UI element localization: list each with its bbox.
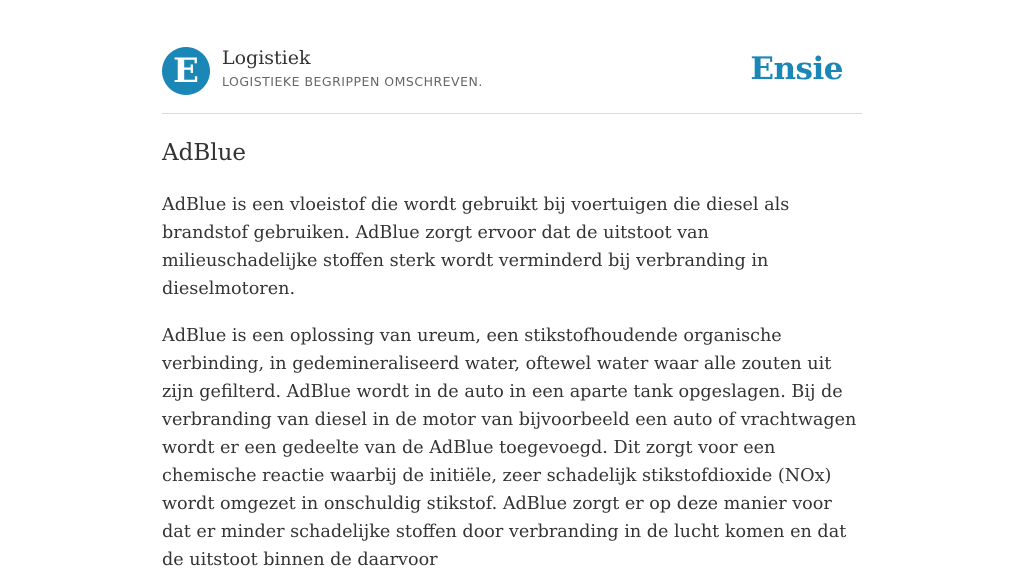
- article-paragraph: AdBlue is een vloeistof die wordt gebruikt bij voertuigen die diesel als brandstof gebruiken. AdBlue zorgt ervoor dat de uitstoot van milieuschadelijke stoffen sterk wordt verminderd bij verbranding in dieselmotoren.: [162, 195, 790, 299]
- site-logo-icon[interactable]: E: [162, 47, 210, 95]
- site-header: [162, 0, 862, 114]
- article-title: AdBlue: [162, 140, 247, 166]
- site-name-link[interactable]: Logistiek: [222, 47, 311, 69]
- ensie-brand-logo[interactable]: Ensie: [750, 51, 843, 87]
- page: [162, 0, 862, 574]
- article-paragraph: AdBlue is een oplossing van ureum, een stikstofhoudende organische verbinding, in gedemineraliseerd water, oftewel water waar alle zouten uit zijn gefilterd. AdBlue wordt in de auto in een aparte tank opgeslagen. Bij de verbranding van diesel in de motor van bijvoorbeeld een auto of vrachtwagen wordt er een gedeelte van de AdBlue toegevoegd. Dit zorgt voor een chemische reactie waarbij de initiële, zeer schadelijk stikstofdioxide (NOx) wordt omgezet in onschuldig stikstof. AdBlue zorgt er op deze manier voor dat er minder schadelijke stoffen door verbranding in de lucht komen en dat de uitstoot binnen de daarvoor: [162, 326, 857, 570]
- site-tagline: LOGISTIEKE BEGRIPPEN OMSCHREVEN.: [222, 74, 483, 89]
